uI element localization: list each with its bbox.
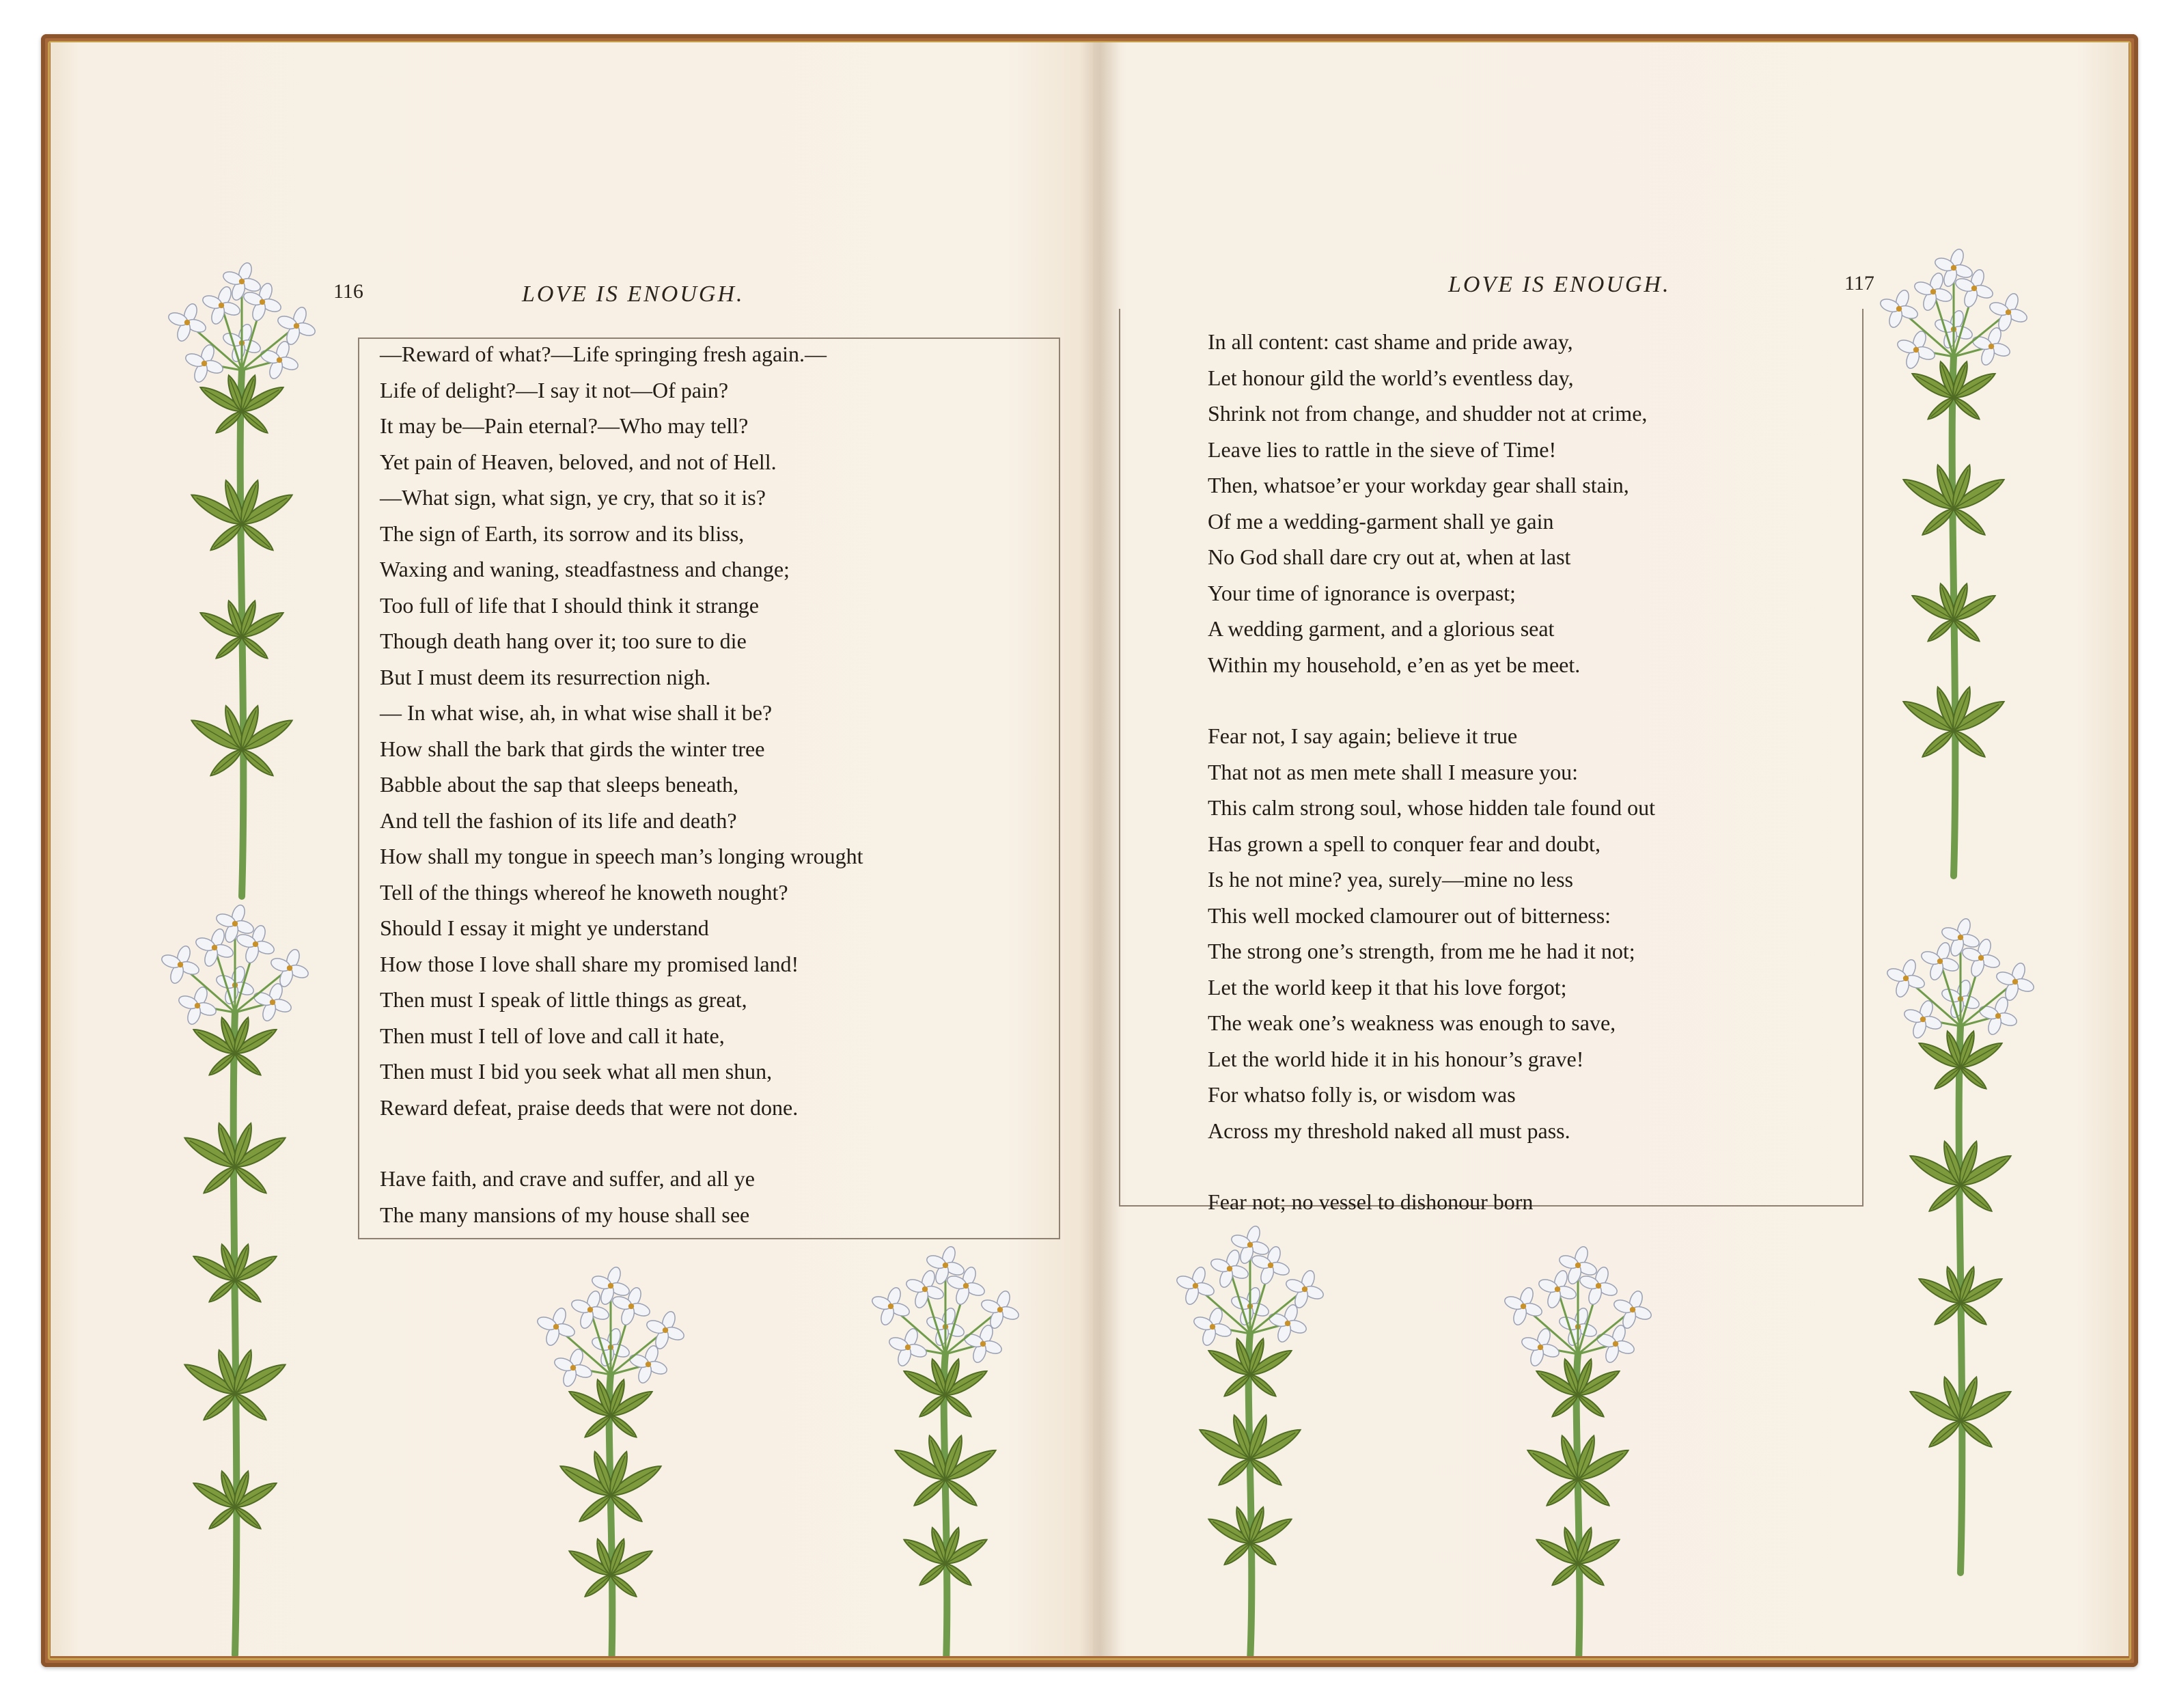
leaf-vein (1961, 1067, 1984, 1086)
leaf-vein (1961, 1185, 1989, 1209)
leaf (1222, 1540, 1253, 1567)
verse-line: It may be—Pain eternal?—Who may tell? (380, 413, 749, 438)
running-head-right: LOVE IS ENOUGH. (1448, 272, 1671, 297)
plant-illustration-right-border-bottom (1879, 924, 2042, 1580)
flower-center (1989, 344, 1994, 349)
leaf-vein (1250, 1459, 1278, 1482)
flower (1988, 292, 2028, 332)
flower-center (963, 1283, 969, 1289)
flower (1995, 961, 2035, 1002)
leaf (208, 746, 245, 780)
flower-icon (1872, 254, 2036, 883)
flower-center (232, 921, 238, 926)
verse-line: But I must deem its resurrection nigh. (380, 664, 711, 689)
flower (1284, 1269, 1325, 1309)
leaf-vein (212, 1507, 235, 1526)
flower-center (628, 1304, 634, 1309)
leaf-vein (1932, 1421, 1961, 1444)
flower-center (1227, 1266, 1232, 1271)
stem (1577, 1354, 1580, 1656)
flower-center (1903, 976, 1909, 981)
verse-line: Then must I bid you seek what all men shun, (380, 1059, 773, 1084)
verse-line: How shall my tongue in speech man’s longing wrought (380, 844, 863, 868)
verse-line: Let the world hide it in his honour’s grave! (1208, 1046, 1584, 1071)
leaf-vein (945, 1395, 969, 1414)
flower-center (253, 941, 258, 947)
flower-center (608, 1283, 613, 1289)
flower-center (1538, 1345, 1543, 1350)
leaf-vein (1954, 398, 1977, 417)
flower-center (1210, 1324, 1215, 1330)
verse-line: Fear not; no vessel to dishonour born (1208, 1189, 1534, 1214)
flower-center (1302, 1286, 1307, 1292)
plant-illustration-bottom-1 (529, 1272, 693, 1656)
flower-center (212, 945, 217, 950)
verse-line: Then must I tell of love and call it hate, (380, 1023, 725, 1048)
leaf (608, 1413, 639, 1440)
flower-center (1613, 1341, 1618, 1347)
stanza (380, 336, 863, 1125)
flower-icon (160, 268, 324, 903)
verse-line: How those I love shall share my promised land! (380, 951, 799, 976)
verse-line: Then, whatsoe’er your workday gear shall stain, (1208, 473, 1629, 497)
leaf-vein (242, 524, 270, 547)
verse-line: —What sign, what sign, ye cry, that so it is? (380, 485, 766, 510)
flower-center (1913, 347, 1919, 353)
flower-center (195, 1003, 200, 1008)
leaf-vein (611, 1416, 634, 1435)
leaf-vein (207, 1394, 235, 1417)
verse-line: The weak one’s weakness was enough to save, (1208, 1010, 1616, 1035)
stem (944, 1354, 947, 1656)
flower (1503, 1286, 1543, 1326)
verse-line: Has grown a spell to conquer fear and doubt, (1208, 831, 1601, 856)
flower (536, 1306, 576, 1347)
verse-line: Your time of ignorance is overpast; (1208, 580, 1516, 605)
flower-center (202, 361, 207, 366)
flower-icon (153, 910, 317, 1656)
flower (1978, 995, 2018, 1036)
running-head-left: LOVE IS ENOUGH. (522, 281, 745, 307)
flower-center (219, 303, 224, 308)
leaf-vein (1954, 509, 1982, 532)
flower (980, 1289, 1020, 1330)
leaf-vein (214, 749, 242, 773)
leaf (239, 409, 270, 436)
leaf-vein (1937, 1303, 1961, 1322)
book-gutter (1079, 42, 1120, 1656)
leaf-vein (1250, 1375, 1273, 1394)
verse-line: Yet pain of Heaven, beloved, and not of Hell. (380, 449, 777, 474)
leaf (1951, 505, 1988, 538)
verse-line: — In what wise, ah, in what wise shall it be? (380, 700, 773, 725)
verse-line: Let the world keep it that his love forgot; (1208, 974, 1567, 1000)
verse-line: For whatso folly is, or wisdom was (1208, 1082, 1516, 1107)
verse-line: Life of delight?—I say it not—Of pain? (380, 377, 729, 402)
verse-line: Should I essay it might ye understand (380, 915, 709, 940)
leaf-vein (1578, 1479, 1606, 1502)
right-page (1093, 42, 2129, 1656)
flower (645, 1310, 685, 1350)
leaf-vein (1926, 731, 1954, 754)
flower (259, 340, 299, 380)
verse-right (1208, 324, 1655, 1220)
leaf (1920, 727, 1956, 760)
verse-line: The sign of Earth, its sorrow and its bliss, (380, 521, 745, 546)
leaf (1951, 395, 1982, 422)
page-number-right: 117 (1844, 272, 1874, 294)
flower-center (888, 1304, 893, 1309)
flower (962, 1323, 1003, 1364)
flower-center (1978, 955, 1984, 961)
flower-center (184, 320, 190, 325)
flower-center (663, 1327, 668, 1333)
verse-line: This well mocked clamourer out of bitterness: (1208, 903, 1611, 928)
verse-line: —Reward of what?—Life springing fresh again.— (380, 342, 827, 366)
flower-center (922, 1286, 928, 1292)
flower-center (646, 1362, 651, 1367)
verse-line: Tell of the things whereof he knoweth nought? (380, 879, 788, 905)
flower-center (943, 1263, 948, 1268)
book-cover (41, 34, 2138, 1667)
leaf-vein (917, 1479, 945, 1502)
plant-illustration-right-border-top (1872, 254, 2036, 883)
verse-line: The many mansions of my house shall see (380, 1202, 750, 1227)
flower-center (178, 962, 183, 967)
flower (1267, 1303, 1307, 1343)
flower-center (1596, 1283, 1601, 1289)
leaf (207, 1504, 238, 1532)
leaf-vein (1578, 1395, 1601, 1414)
leaf-vein (922, 1564, 945, 1583)
flower (160, 944, 200, 984)
flower-center (1920, 1017, 1926, 1022)
verse-line: And tell the fashion of its life and death? (380, 808, 737, 833)
flower (870, 1286, 911, 1326)
leaf (1926, 1417, 1963, 1450)
verse-line: Across my threshold naked all must pass. (1208, 1118, 1570, 1143)
flower-icon (857, 1252, 1034, 1656)
flower-center (1896, 306, 1902, 312)
flower-center (570, 1365, 576, 1370)
plant-illustration-left-border-top (160, 268, 324, 903)
leaf-vein (235, 1280, 258, 1299)
flower-icon (529, 1272, 693, 1656)
leaf-vein (611, 1496, 639, 1519)
leaf (232, 1163, 269, 1197)
verse-line: A wedding garment, and a glorious seat (1208, 616, 1555, 641)
leaf-vein (587, 1575, 611, 1594)
leaf-vein (1930, 620, 1954, 639)
leaf (943, 1392, 973, 1420)
leaf (201, 1390, 238, 1424)
leaf-vein (1227, 1543, 1250, 1562)
leaf-vein (1550, 1479, 1578, 1502)
leaf-vein (1222, 1459, 1250, 1482)
verse-line: The strong one’s strength, from me he had it not; (1208, 939, 1635, 963)
flower (1612, 1289, 1652, 1330)
leaf (1575, 1392, 1606, 1420)
leaf-vein (242, 411, 265, 430)
flower-center (270, 1000, 275, 1005)
flower-center (1958, 935, 1963, 940)
plant-illustration-left-border-bottom (153, 910, 317, 1656)
flower-center (287, 965, 292, 971)
leaf-vein (583, 1496, 611, 1519)
leaf (239, 521, 276, 554)
flower (1885, 958, 1926, 998)
verse-line: That not as men mete shall I measure you: (1208, 759, 1579, 784)
verse-line: In all content: cast shame and pride away, (1208, 329, 1573, 354)
flower-center (587, 1307, 593, 1312)
flower-center (553, 1324, 559, 1330)
verse-line: Shrink not from change, and shudder not at crime, (1208, 401, 1648, 426)
flower (1971, 326, 2011, 366)
verse-line: Have faith, and crave and suffer, and all ye (380, 1166, 755, 1191)
verse-line: Within my household, e’en as yet be meet. (1208, 652, 1581, 677)
page-number-left: 116 (333, 280, 363, 303)
leaf-vein (1555, 1564, 1578, 1583)
flower (1595, 1323, 1635, 1364)
plant-illustration-bottom-2 (857, 1252, 1034, 1656)
leaf (917, 1560, 948, 1588)
flower-center (1930, 289, 1936, 294)
leaf (583, 1572, 613, 1599)
verse-line: This calm strong soul, whose hidden tale found out (1208, 795, 1656, 820)
verse-line: Though death hang over it; too sure to die (380, 629, 747, 653)
stanza (1208, 718, 1655, 1148)
flower-center (1971, 286, 1977, 291)
stem (234, 1013, 237, 1655)
verse-line: No God shall dare cry out at, when at last (1208, 545, 1571, 569)
verse-left (380, 336, 863, 1232)
flower-icon (1489, 1252, 1667, 1656)
flower-center (239, 279, 245, 284)
flower (167, 302, 207, 342)
flower-center (260, 299, 265, 305)
flower-center (1521, 1304, 1526, 1309)
verse-line: Waxing and waning, steadfastness and change; (380, 557, 790, 581)
flower-center (277, 357, 282, 363)
leaf (1958, 1064, 1989, 1092)
flower-center (905, 1345, 911, 1350)
flower-center (1555, 1286, 1560, 1292)
verse-line: How shall the bark that girds the winter tree (380, 736, 765, 761)
plant-illustration-bottom-4 (1489, 1252, 1667, 1656)
leaf (1550, 1560, 1581, 1588)
verse-line: Too full of life that I should think it strange (380, 592, 759, 618)
flower-center (1995, 1013, 2001, 1019)
flower-icon (1161, 1231, 1339, 1656)
flower (269, 948, 309, 988)
flower-center (1193, 1283, 1198, 1289)
flower-center (1630, 1307, 1635, 1312)
verse-line: Reward defeat, praise deeds that were not done. (380, 1094, 799, 1120)
leaf-vein (235, 1053, 258, 1073)
verse-line: Fear not, I say again; believe it true (1208, 724, 1518, 748)
flower-icon (1879, 924, 2042, 1580)
flower-center (1247, 1242, 1253, 1248)
leaf (1247, 1372, 1278, 1399)
stanza (1208, 1184, 1655, 1220)
leaf (1958, 1181, 1995, 1215)
verse-line: Babble about the sap that sleeps beneath, (380, 772, 739, 797)
verse-line: Leave lies to rattle in the sieve of Time! (1208, 437, 1557, 462)
verse-line: Is he not mine? yea, surely—mine no less (1208, 867, 1573, 892)
flower-center (1951, 265, 1956, 271)
left-page (51, 42, 1105, 1656)
flower-center (2006, 309, 2011, 315)
flower (252, 982, 292, 1022)
leaf-vein (219, 637, 242, 656)
leaf-vein (945, 1479, 973, 1502)
flower-center (294, 323, 299, 329)
stanza (380, 1161, 863, 1232)
verse-line: Let honour gild the world’s eventless day, (1208, 365, 1574, 390)
flower (276, 305, 316, 346)
verse-line: Of me a wedding-garment shall ye gain (1208, 508, 1554, 534)
plant-illustration-bottom-3 (1161, 1231, 1339, 1656)
flower-center (997, 1307, 1003, 1312)
flower-center (1937, 959, 1943, 964)
leaf-vein (235, 1167, 263, 1190)
verse-line: Then must I speak of little things as great, (380, 987, 747, 1012)
flower-center (2012, 979, 2018, 984)
flower-center (980, 1341, 986, 1347)
stem (1249, 1334, 1252, 1656)
flower (628, 1344, 668, 1384)
flower-center (1285, 1321, 1290, 1326)
flower-center (1268, 1263, 1273, 1268)
flower (1879, 288, 1919, 329)
flower-center (1575, 1263, 1581, 1268)
stanza (1208, 324, 1655, 683)
flower (1175, 1265, 1215, 1306)
